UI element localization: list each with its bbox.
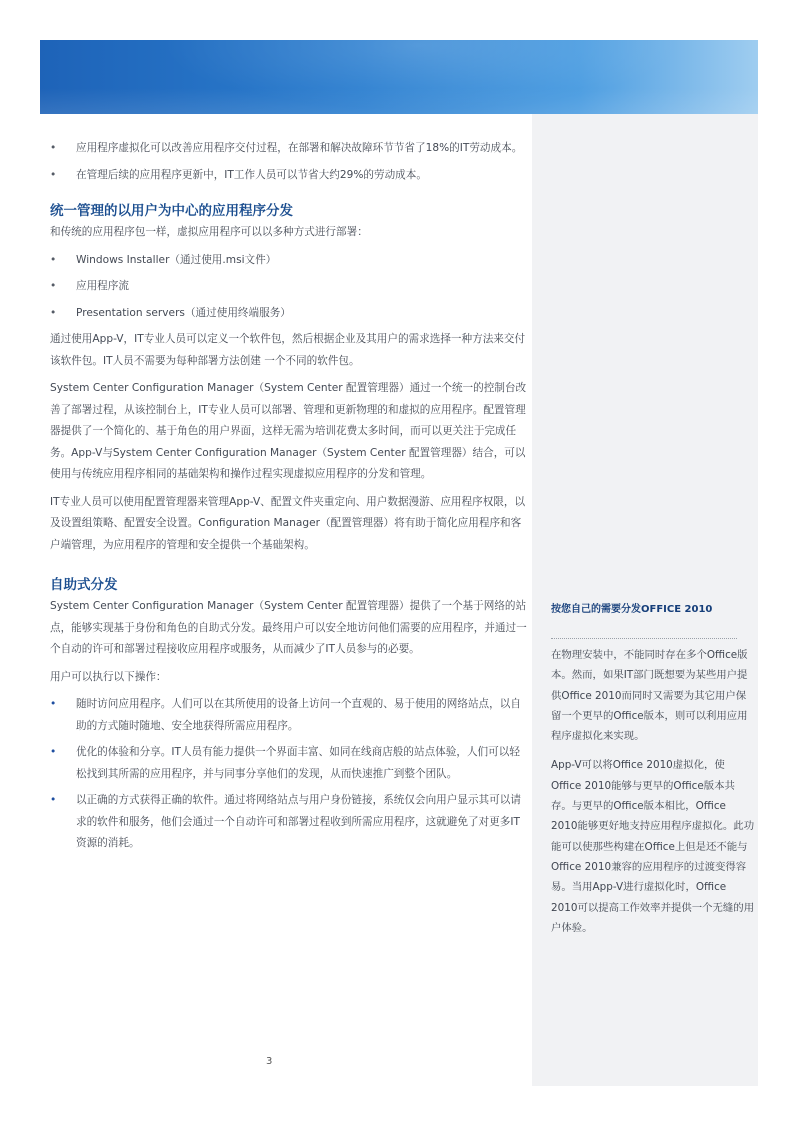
paragraph: IT专业人员可以使用配置管理器来管理App-V、配置文件夹重定向、用户数据漫游、应用程序权限，以及设置组策略、配置安全设置。Configuration Manager（配置管理器）将有助于简化应用程序和客户端管理，为应用程序的管理和安全提供一个基础架构。 (50, 495, 526, 551)
dotted-divider (551, 638, 737, 639)
sidebar-paragraph: App-V可以将Office 2010虚拟化，使Office 2010能够与更早的Office版本共存。与更早的Office版本相比，Office 2010能够更好地支持应用程序虚拟化。此功能可以使那些构建在Office上但是还不能与Office 2010兼容的应用程序的过渡变得容易。当用App-V进行虚拟化时，Office 2010可以提高工作效率并提供一个无缝的用户体验。 (551, 759, 755, 934)
sidebar (532, 114, 758, 1086)
header-banner (40, 40, 758, 114)
bullet-icon: • (50, 168, 57, 181)
list-item: • 在管理后续的应用程序更新中，IT工作人员可以节省大约29%的劳动成本。 (50, 165, 528, 187)
bullet-icon: • (50, 306, 57, 319)
section-heading-unified-management: 统一管理的以用户为中心的应用程序分发 (50, 203, 293, 219)
paragraph: 通过使用App-V，IT专业人员可以定义一个软件包，然后根据企业及其用户的需求选择一种方法来交付该软件包。IT人员不需要为每种部署方法创建 一个不同的软件包。 (50, 333, 526, 367)
top-bullet-list (50, 138, 528, 186)
list-item: • 优化的体验和分享。IT人员有能力提供一个界面丰富、如同在线商店般的站点体验，人们可以轻松找到其所需的应用程序，并与同事分享他们的发现，从而快速推广到整个团队。 (50, 742, 528, 785)
main-content (50, 138, 528, 860)
list-item: • 应用程序虚拟化可以改善应用程序交付过程，在部署和解决故障环节节省了18%的IT劳动成本。 (50, 138, 528, 160)
sidebar-paragraph: 在物理安装中，不能同时存在多个Office版本。然而，如果IT部门既想要为某些用户提供Office 2010而同时又需要为其它用户保留一个更早的Office版本，则可以利用应用程序虚拟化来实现。 (551, 649, 748, 743)
sidebar-content (551, 602, 755, 947)
bullet-icon: • (50, 142, 57, 154)
bullet-icon: • (50, 280, 57, 292)
bullet-icon: • (50, 794, 57, 806)
page-number: 3 (266, 1056, 273, 1067)
user-actions-list (50, 694, 528, 855)
sidebar-heading: 按您自己的需要分发OFFICE 2010 (551, 604, 713, 615)
section-intro: 和传统的应用程序包一样，虚拟应用程序可以以多种方式进行部署： (50, 226, 368, 238)
list-item: • 应用程序流 (50, 276, 528, 298)
paragraph: System Center Configuration Manager（System Center 配置管理器）提供了一个基于网络的站点，能够实现基于身份和角色的自助式分发。最终用户可以安全地访问他们需要的应用程序，并通过一个自动的许可和部署过程接收应用程序或服务，从而减少了IT人员参与的必要。 (50, 600, 527, 655)
list-item: • Windows Installer（通过使用.msi文件） (50, 250, 528, 272)
list-item: • 以正确的方式获得正确的软件。通过将网络站点与用户身份链接，系统仅会向用户显示其可以请求的软件和服务，他们会通过一个自动许可和部署过程收到所需应用程序，这就避免了对更多IT资源的消耗。 (50, 790, 528, 855)
section-heading-self-service: 自助式分发 (50, 577, 118, 593)
list-item: • Presentation servers（通过使用终端服务） (50, 303, 528, 325)
bullet-icon: • (50, 746, 57, 758)
paragraph: System Center Configuration Manager（System Center 配置管理器）通过一个统一的控制台改善了部署过程，从该控制台上，IT专业人员可以部署、管理和更新物理的和虚拟的应用程序。配置管理器提供了一个简化的、基于角色的用户界面，这样无需为培训花费太多时间，而可以更关注于完成任务。App-V与System Center Configuration Manager（System Center 配置管理器）结合，可以使用与传统应用程序相同的基础架构和操作过程实现虚拟应用程序的分发和管理。 (50, 382, 527, 480)
paragraph: 用户可以执行以下操作： (50, 670, 167, 683)
bullet-icon: • (50, 253, 57, 266)
bullet-icon: • (50, 698, 57, 710)
list-item: • 随时访问应用程序。人们可以在其所使用的设备上访问一个直观的、易于使用的网络站点，以自助的方式随时随地、安全地获得所需应用程序。 (50, 694, 528, 737)
deployment-methods-list (50, 250, 528, 325)
